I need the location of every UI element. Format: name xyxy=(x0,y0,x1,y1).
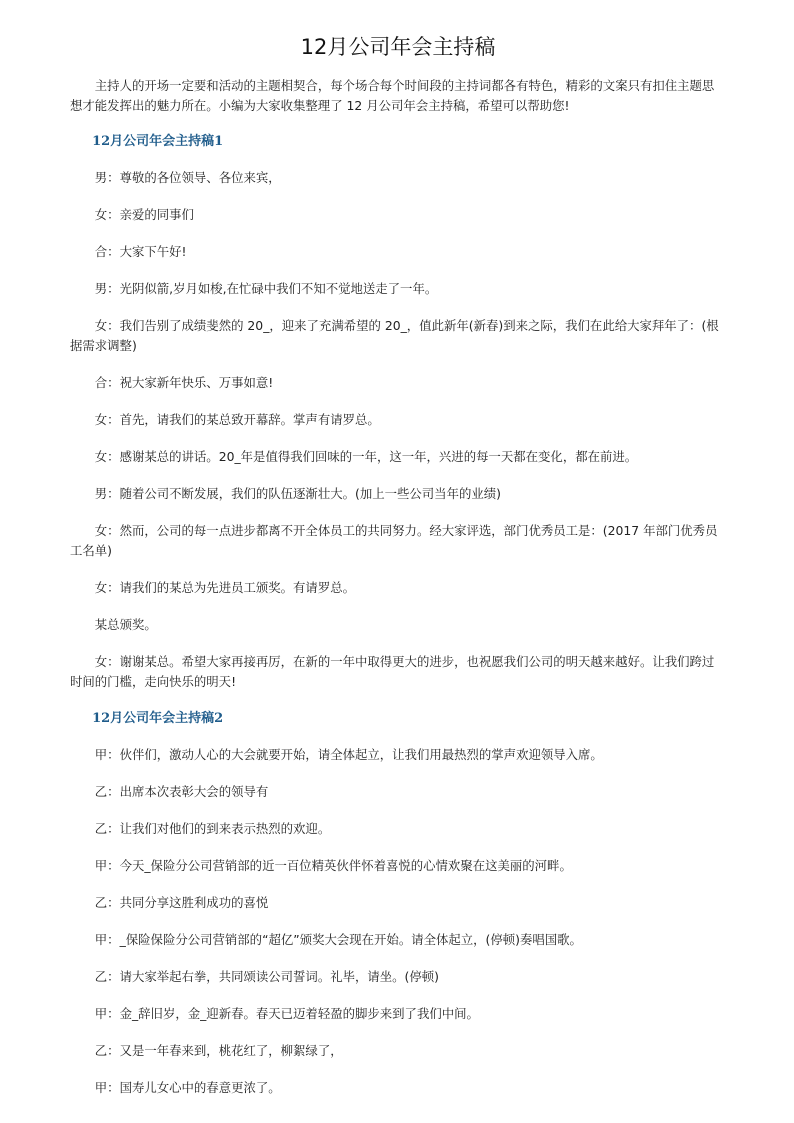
document-title: 12月公司年会主持稿 xyxy=(300,35,496,59)
dialogue-paragraph: 男：随着公司不断发展，我们的队伍逐渐壮大。(加上一些公司当年的业绩) xyxy=(94,486,501,501)
dialogue-paragraph: 女：我们告别了成绩斐然的 20_，迎来了充满希望的 20_，值此新年(新春)到来之际，我们在此给大家拜年了：(根据需求调整) xyxy=(70,318,719,353)
dialogue-paragraph: 乙：共同分享这胜利成功的喜悦 xyxy=(94,895,269,910)
dialogue-paragraph: 男：光阴似箭,岁月如梭,在忙碌中我们不知不觉地送走了一年。 xyxy=(94,281,438,296)
dialogue-paragraph: 乙：请大家举起右拳，共同颂读公司誓词。礼毕，请坐。(停顿) xyxy=(94,969,440,984)
dialogue-paragraph: 女：亲爱的同事们 xyxy=(94,207,194,222)
document-body xyxy=(70,132,726,1098)
dialogue-paragraph: 甲：伙伴们，激动人心的大会就要开始，请全体起立，让我们用最热烈的掌声欢迎领导入席。 xyxy=(94,747,603,762)
dialogue-paragraph: 甲：_保险保险分公司营销部的“超亿”颁奖大会现在开始。请全体起立，(停顿)奏唱国歌。 xyxy=(94,932,582,947)
dialogue-paragraph: 男：尊敬的各位领导、各位来宾， xyxy=(94,170,281,185)
section-heading: 12月公司年会主持稿1 xyxy=(92,134,224,149)
dialogue-paragraph: 女：谢谢某总。希望大家再接再厉，在新的一年中取得更大的进步，也祝愿我们公司的明天越来越好。让我们跨过时间的门槛，走向快乐的明天! xyxy=(70,654,715,689)
dialogue-paragraph: 女：然而，公司的每一点进步都离不开全体员工的共同努力。经大家评选，部门优秀员工是：(2017 年部门优秀员工名单) xyxy=(70,523,718,558)
dialogue-paragraph: 合：大家下午好! xyxy=(94,244,187,259)
dialogue-paragraph: 女：感谢某总的讲话。20_年是值得我们回味的一年，这一年，兴进的每一天都在变化，都在前进。 xyxy=(94,449,638,464)
dialogue-paragraph: 甲：金_辞旧岁，金_迎新春。春天已迈着轻盈的脚步来到了我们中间。 xyxy=(94,1006,479,1021)
dialogue-paragraph: 乙：出席本次表彰大会的领导有 xyxy=(94,784,269,799)
section-heading: 12月公司年会主持稿2 xyxy=(92,711,224,726)
dialogue-paragraph: 女：首先，请我们的某总致开幕辞。掌声有请罗总。 xyxy=(94,412,380,427)
dialogue-paragraph: 女：请我们的某总为先进员工颁奖。有请罗总。 xyxy=(94,580,355,595)
dialogue-paragraph: 甲：国寿儿女心中的春意更浓了。 xyxy=(94,1080,281,1095)
dialogue-paragraph: 合：祝大家新年快乐、万事如意! xyxy=(94,375,274,390)
dialogue-paragraph: 某总颁奖。 xyxy=(94,617,157,632)
dialogue-paragraph: 甲：今天_保险分公司营销部的近一百位精英伙伴怀着喜悦的心情欢聚在这美丽的河畔。 xyxy=(94,858,572,873)
dialogue-paragraph: 乙：让我们对他们的到来表示热烈的欢迎。 xyxy=(94,821,331,836)
document-page xyxy=(70,0,726,1115)
intro-paragraph: 主持人的开场一定要和活动的主题相契合，每个场合每个时间段的主持词都各有特色，精彩的文案只有扣住主题思想才能发挥出的魅力所在。小编为大家收集整理了 12 月公司年会主持稿，希望可以帮助您! xyxy=(70,78,715,113)
dialogue-paragraph: 乙：又是一年春来到，桃花红了，柳絮绿了， xyxy=(94,1043,343,1058)
